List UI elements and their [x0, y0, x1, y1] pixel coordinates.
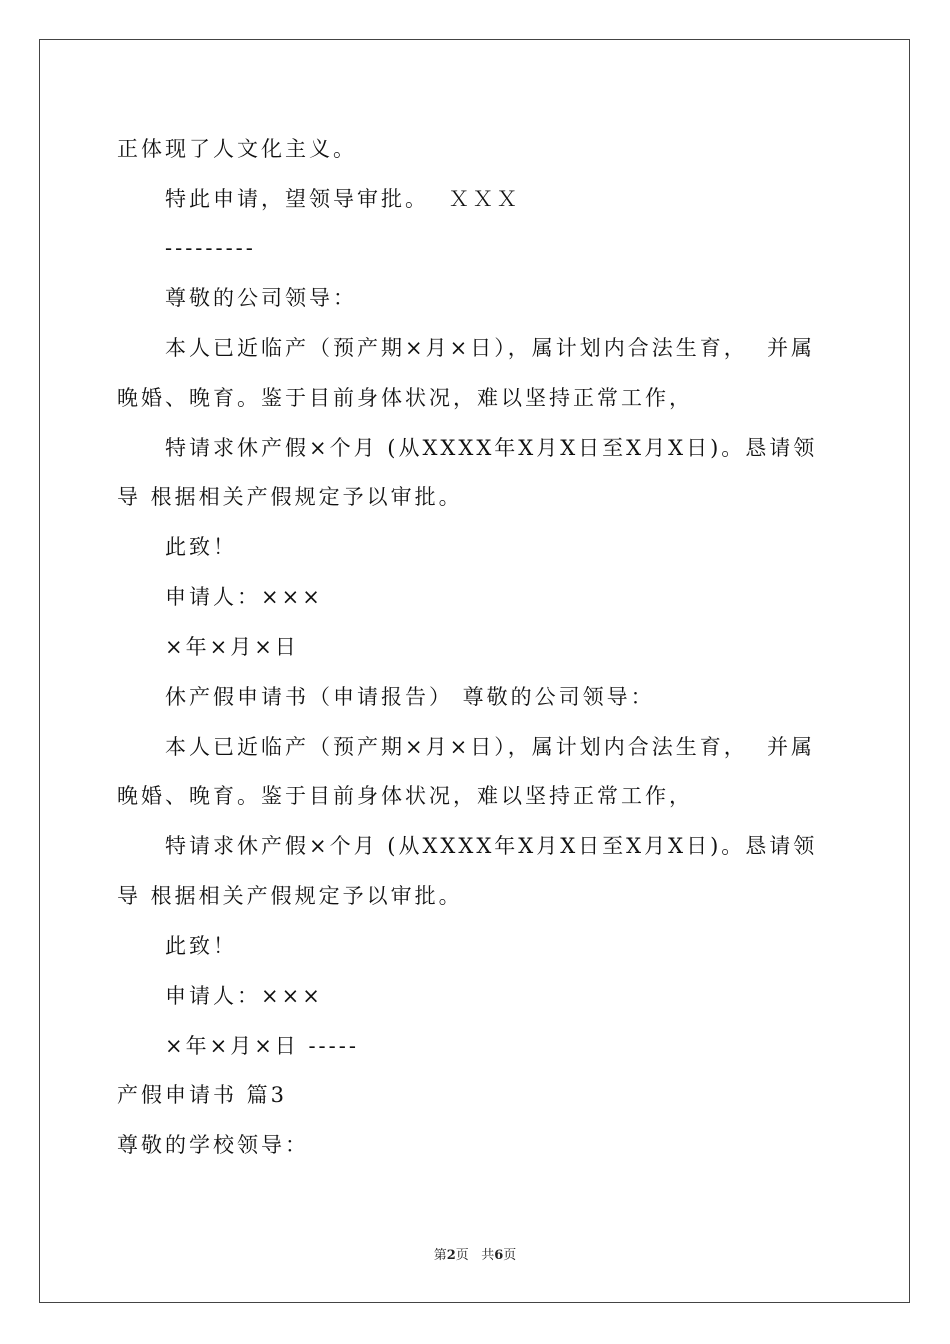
closing: 此致！ [165, 535, 237, 559]
applicant-line: 申请人：××× [165, 585, 323, 609]
applicant-line-2: 申请人：××× [165, 984, 323, 1008]
footer-page-suffix: 页 [455, 1248, 469, 1263]
body-line-8: 导 根据相关产假规定予以审批。 [117, 485, 463, 509]
separator-line: --------- [165, 236, 256, 260]
footer-page-total: 6 [494, 1248, 504, 1263]
section-heading: 产假申请书 篇3 [117, 1083, 288, 1107]
footer-total-prefix: 共 [481, 1248, 495, 1263]
body-line-5: 本人已近临产（预产期×月×日），属计划内合法生育， 并属 [165, 336, 816, 360]
body-line-13: 本人已近临产（预产期×月×日），属计划内合法生育， 并属 [165, 735, 816, 759]
body-line-1: 正体现了人文化主义。 [117, 137, 357, 161]
closing-2: 此致！ [165, 934, 237, 958]
footer-page-prefix: 第 [433, 1248, 447, 1263]
salutation: 尊敬的公司领导： [165, 286, 357, 310]
body-line-2: 特此申请，望领导审批。 ＸＸＸ [165, 187, 521, 211]
body-line-12: 休产假申请书（申请报告） 尊敬的公司领导： [165, 685, 655, 709]
page-frame [39, 39, 910, 1303]
body-line-16: 导 根据相关产假规定予以审批。 [117, 884, 463, 908]
footer-total-suffix: 页 [503, 1248, 517, 1263]
body-line-15: 特请求休产假×个月 (从XXXX年X月X日至X月X日)。恳请领 [165, 834, 818, 858]
date-line-2: ×年×月×日 ----- [165, 1034, 359, 1058]
footer-page-current: 2 [446, 1248, 456, 1263]
body-line-7: 特请求休产假×个月 (从XXXX年X月X日至X月X日)。恳请领 [165, 436, 818, 460]
salutation-3: 尊敬的学校领导： [117, 1133, 309, 1157]
body-line-14: 晚婚、晚育。鉴于目前身体状况，难以坚持正常工作， [117, 784, 693, 808]
date-line: ×年×月×日 [165, 635, 299, 659]
body-line-6: 晚婚、晚育。鉴于目前身体状况，难以坚持正常工作， [117, 386, 693, 410]
page-footer [0, 1247, 950, 1265]
